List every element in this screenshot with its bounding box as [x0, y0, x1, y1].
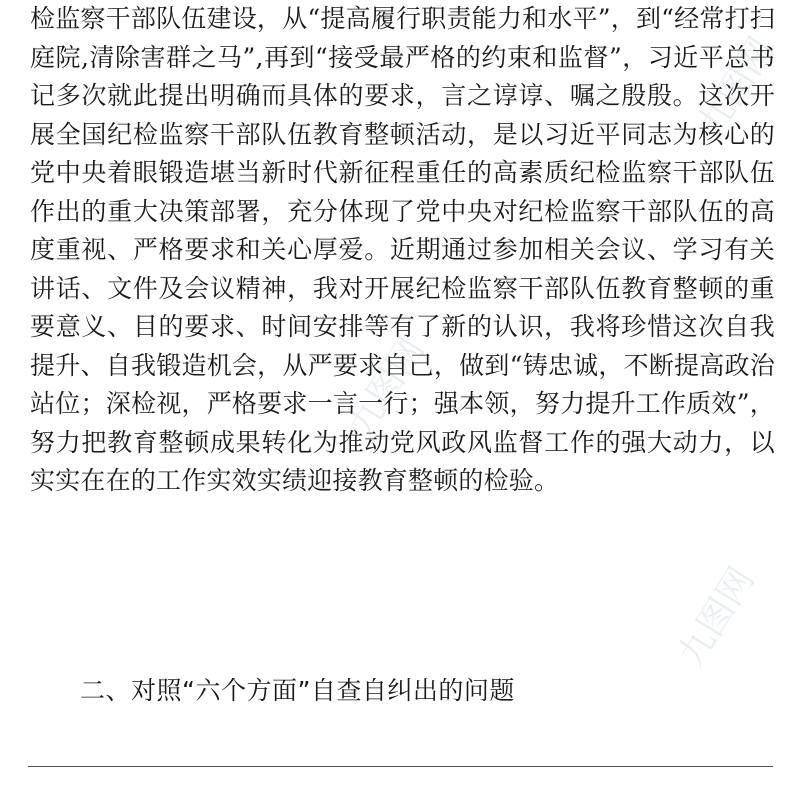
watermark: 九图网 — [670, 560, 763, 674]
section-heading: 二、对照“六个方面”自查自纠出的问题 — [80, 676, 515, 705]
body-paragraph: 检监察干部队伍建设，从“提高履行职责能力和水平”，到“经常打扫庭院,清除害群之马”,再到“接受最严格的约束和监督”，习近平总书记多次就此提出明确而具体的要求，言之谆谆、嘱之殷殷。这次开展全国纪检监察干部队伍教育整顿活动，是以习近平同志为核心的党中央着眼锻造堪当新时代新征程重任的高素质纪检监察干部队伍作出的重大决策部署，充分体现了党中央对纪检监察干部队伍的高度重视、严格要求和关心厚爱。近期通过参加相关会议、学习有关讲话、文件及会议精神，我对开展纪检监察干部队伍教育整顿的重要意义、目的要求、时间安排等有了新的认识，我将珍惜这次自我提升、自我锻造机会，从严要求自己，做到“铸忠诚，不断提高政治站位；深检视，严格要求一言一行；强本领，努力提升工作质效”，努力把教育整顿成果转化为推动党风政风监督工作的强大动力，以实实在在的工作实效实绩迎接教育整顿的检验。 — [30, 4, 775, 495]
watermark: 九图网 — [690, 30, 783, 144]
watermark: 九图网 — [340, 330, 433, 444]
footer-divider — [28, 766, 773, 767]
